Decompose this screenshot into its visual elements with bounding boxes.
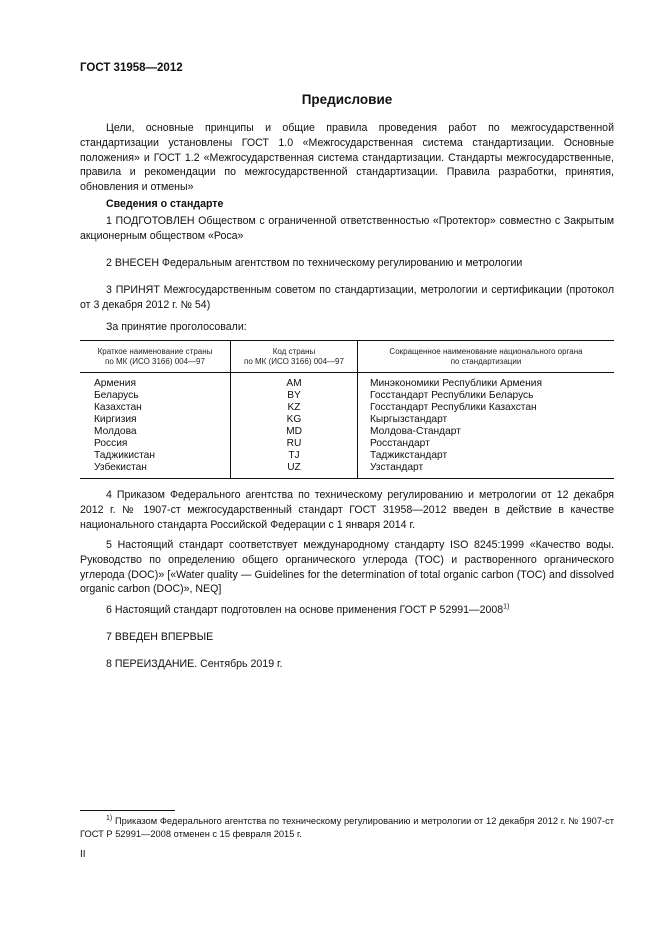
- table-row: [80, 402, 614, 414]
- paragraph-2: 2 ВНЕСЕН Федеральным агентством по техническому регулированию и метрологии: [106, 257, 523, 269]
- table-row: [80, 373, 614, 391]
- cell-org: Госстандарт Республики Казахстан: [358, 402, 615, 414]
- cell-org: Росстандарт: [358, 438, 615, 450]
- page-title: Предисловие: [301, 92, 393, 107]
- footnote-mark: 1): [106, 814, 113, 822]
- cell-code: KZ: [231, 402, 358, 414]
- cell-code: MD: [231, 426, 358, 438]
- table-header-row: [80, 341, 614, 373]
- paragraph-1: 1 ПОДГОТОВЛЕН Обществом с ограниченной ответственностью «Протектор» совместно с Закрытым акционерным обществом «Роса»: [80, 215, 614, 242]
- cell-code: TJ: [231, 450, 358, 462]
- cell-org: Кыргызстандарт: [358, 414, 615, 426]
- cell-code: AM: [231, 373, 358, 391]
- page-number: II: [80, 849, 86, 860]
- cell-country: Молдова: [94, 426, 137, 437]
- table-row: [80, 414, 614, 426]
- cell-org: Узстандарт: [358, 462, 615, 479]
- cell-country: Таджикистан: [94, 450, 155, 461]
- paragraph-4: 4 Приказом Федерального агентства по техническому регулированию и метрологии от 12 декабря 2012 г. № 1907-ст межгосударственный стандарт ГОСТ 31958—2012 введен в действие в качестве национального стандарта Российской Федерации с 1 января 2014 г.: [80, 489, 614, 531]
- cell-code: UZ: [231, 462, 358, 479]
- paragraph-6: [80, 603, 614, 618]
- cell-org: Госстандарт Республики Беларусь: [358, 390, 615, 402]
- section-subheading: Сведения о стандарте: [106, 198, 224, 210]
- table-row: [80, 450, 614, 462]
- cell-org: Минэкономики Республики Армения: [358, 373, 615, 391]
- table-row: [80, 426, 614, 438]
- cell-country: Казахстан: [94, 402, 142, 413]
- cell-country: Армения: [94, 378, 136, 389]
- document-header: ГОСТ 31958—2012: [80, 62, 183, 74]
- cell-country: Узбекистан: [80, 462, 231, 479]
- footnote-text: Приказом Федерального агентства по техническому регулированию и метрологии от 12 декабря 2012 г. № 1907-ст ГОСТ Р 52991—2008 отменен с 15 февраля 2015 г.: [80, 816, 614, 839]
- paragraph-6-text: 6 Настоящий стандарт подготовлен на основе применения ГОСТ Р 52991—2008: [106, 604, 504, 616]
- paragraph-5: 5 Настоящий стандарт соответствует международному стандарту ISO 8245:1999 «Качество воды. Руководство по определению общего органического углерода (TOC) и растворенного органического углерода (DOC)» [«Water quality — Guidelines for the determination of total organic carbon (TOC) and dissolved organic carbon (DOC)», NEQ]: [80, 539, 614, 596]
- table-row: [80, 390, 614, 402]
- header-code: Код страны по МК (ИСО 3166) 004—97: [231, 341, 358, 373]
- cell-code: RU: [231, 438, 358, 450]
- footnote: [80, 815, 614, 841]
- paragraph-7: 7 ВВЕДЕН ВПЕРВЫЕ: [106, 631, 214, 643]
- voted-label: За принятие проголосовали:: [106, 321, 247, 333]
- paragraph-3: 3 ПРИНЯТ Межгосударственным советом по стандартизации, метрологии и сертификации (протокол от 3 декабря 2012 г. № 54): [80, 284, 614, 311]
- footnote-divider: [80, 810, 175, 811]
- cell-org: Молдова-Стандарт: [358, 426, 615, 438]
- paragraph-8: 8 ПЕРЕИЗДАНИЕ. Сентябрь 2019 г.: [106, 658, 283, 670]
- intro-paragraph: Цели, основные принципы и общие правила проведения работ по межгосударственной стандартизации установлены ГОСТ 1.0 «Межгосударственная система стандартизации. Основные положения» и ГОСТ 1.2 «Межгосударственная система стандартизации. Стандарты межгосударственные, правила и рекомендации по межгосударственной стандартизации. Правила разработки, принятия, обновления и отмены»: [80, 122, 614, 194]
- header-country: Краткое наименование страны по МК (ИСО 3166) 004—97: [80, 341, 231, 373]
- cell-country: Беларусь: [94, 390, 139, 401]
- table-row: [80, 462, 614, 479]
- cell-country: Россия: [94, 438, 128, 449]
- voting-table: [80, 340, 614, 479]
- footnote-reference[interactable]: 1): [503, 603, 510, 611]
- cell-code: BY: [231, 390, 358, 402]
- cell-country: Киргизия: [94, 414, 137, 425]
- cell-code: KG: [231, 414, 358, 426]
- cell-org: Таджикстандарт: [358, 450, 615, 462]
- header-org: Сокращенное наименование национального органа по стандартизации: [358, 341, 615, 373]
- table-row: [80, 438, 614, 450]
